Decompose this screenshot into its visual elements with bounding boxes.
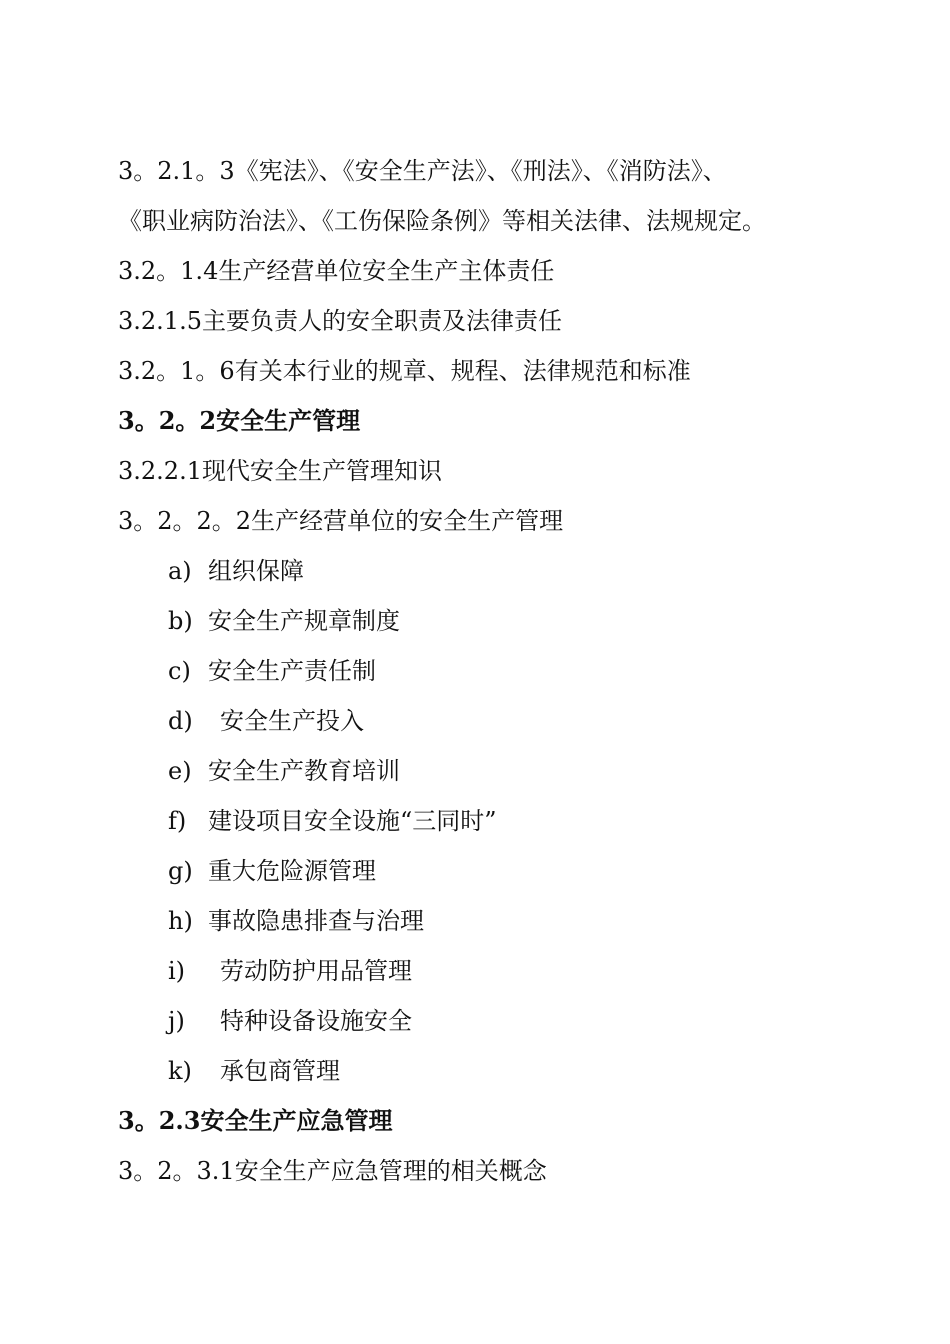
list-item-text: 事故隐患排查与治理 [208, 907, 424, 935]
list-item-g [168, 856, 376, 886]
list-item-text: 安全生产教育培训 [208, 757, 400, 785]
list-item-k [168, 1056, 340, 1086]
section-heading-3-2-3: 3。2.3安全生产应急管理 [118, 1106, 393, 1135]
list-item-text: 建设项目安全设施“三同时” [208, 807, 497, 835]
list-item-text: 特种设备设施安全 [220, 1007, 412, 1035]
section-3-2-1-5: 3.2.1.5主要负责人的安全职责及法律责任 [118, 307, 562, 335]
list-item-marker: h) [168, 907, 193, 935]
section-3-2-3-1: 3。2。3.1安全生产应急管理的相关概念 [118, 1157, 547, 1185]
list-item-c [168, 656, 376, 686]
list-item-marker: e) [168, 757, 192, 785]
law-list-line-2: 《职业病防治法》、《工伤保险条例》等相关法律、法规规定。 [118, 207, 766, 235]
list-item-j [168, 1006, 412, 1036]
list-item-d [168, 706, 364, 736]
list-item-text: 安全生产责任制 [208, 657, 376, 685]
section-3-2-1-6: 3.2。1。6有关本行业的规章、规程、法律规范和标准 [118, 357, 691, 385]
section-3-2-2-2: 3。2。2。2生产经营单位的安全生产管理 [118, 507, 564, 535]
list-item-h [168, 906, 424, 936]
list-item-text: 安全生产投入 [220, 707, 364, 735]
list-item-text: 劳动防护用品管理 [220, 957, 412, 985]
list-item-f [168, 806, 497, 836]
list-item-marker: c) [168, 657, 191, 685]
list-item-text: 组织保障 [208, 557, 304, 585]
list-item-i [168, 956, 412, 986]
list-item-a [168, 556, 304, 586]
list-item-text: 安全生产规章制度 [208, 607, 400, 635]
law-list-line-1: 3。2.1。3《宪法》、《安全生产法》、《刑法》、《消防法》、 [118, 157, 727, 185]
list-item-text: 重大危险源管理 [208, 857, 376, 885]
list-item-marker: k) [168, 1057, 192, 1085]
list-item-marker: g) [168, 857, 193, 885]
list-item-b [168, 606, 400, 636]
section-heading-3-2-2: 3。2。2安全生产管理 [118, 406, 361, 435]
list-item-marker: f) [168, 807, 187, 835]
section-3-2-1-4: 3.2。1.4生产经营单位安全生产主体责任 [118, 257, 555, 285]
list-item-text: 承包商管理 [220, 1057, 340, 1085]
list-item-marker: b) [168, 607, 193, 635]
list-item-e [168, 756, 400, 786]
section-3-2-2-1: 3.2.2.1现代安全生产管理知识 [118, 457, 442, 485]
list-item-marker: i) [168, 957, 186, 985]
list-item-marker: d) [168, 707, 193, 735]
list-item-marker: a) [168, 557, 192, 585]
list-item-marker: j) [168, 1007, 185, 1035]
